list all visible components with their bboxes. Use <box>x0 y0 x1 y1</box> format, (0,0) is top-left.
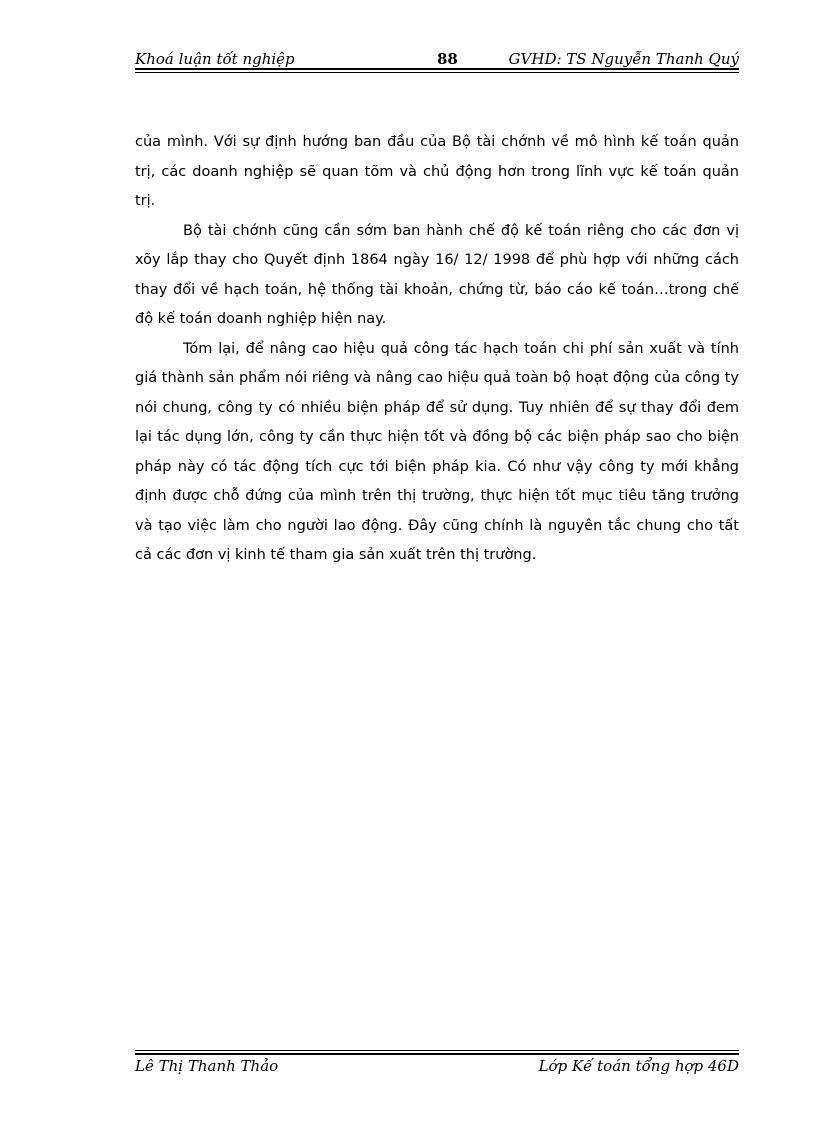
footer-rule-thin <box>135 1050 739 1051</box>
page-header <box>135 48 739 70</box>
document-body <box>135 128 739 571</box>
footer-class: Lớp Kế toán tổng hợp 46D <box>538 1057 739 1075</box>
footer-author: Lê Thị Thanh Thảo <box>135 1057 279 1075</box>
page-footer <box>135 1057 739 1079</box>
page-number: 88 <box>437 50 458 68</box>
paragraph-ministry-regulation: Bộ tài chớnh cũng cần sớm ban hành chế độ kế toán riêng cho các đơn vị xõy lắp thay cho Quyết định 1864 ngày 16/ 12/ 1998 để phù hợp với những cách thay đổi về hạch toán, hệ thống tài khoản, chứng từ, báo cáo kế toán…trong chế độ kế toán doanh nghiệp hiện nay. <box>135 222 739 327</box>
header-rule-thick <box>135 68 739 70</box>
header-advisor-label: GVHD: TS Nguyễn Thanh Quý <box>508 50 739 68</box>
paragraph-conclusion: Tóm lại, để nâng cao hiệu quả công tác hạch toán chi phí sản xuất và tính giá thành sản phẩm nói riêng và nâng cao hiệu quả toàn bộ hoạt động của công ty nói chung, công ty có nhiều biện pháp để sử dụng. Tuy nhiên để sự thay đổi đem lại tác dụng lớn, công ty cần thực hiện tốt và đồng bộ các biện pháp sao cho biện pháp này có tác động tích cực tới biện pháp kia. Có như vậy công ty mới khẳng định được chỗ đứng của mình trên thị trường, thực hiện tốt mục tiêu tăng trưởng và tạo việc làm cho người lao động. Đây cũng chính là nguyên tắc chung cho tất cả các đơn vị kinh tế tham gia sản xuất trên thị trường. <box>135 340 739 563</box>
header-rule-thin <box>135 72 739 73</box>
paragraph-continuation: của mình. Với sự định hướng ban đầu của Bộ tài chớnh về mô hình kế toán quản trị, các doanh nghiệp sẽ quan tõm và chủ động hơn trong lĩnh vực kế toán quản trị. <box>135 134 739 209</box>
header-thesis-label: Khoá luận tốt nghiệp <box>135 50 295 68</box>
footer-rule-thick <box>135 1053 739 1055</box>
